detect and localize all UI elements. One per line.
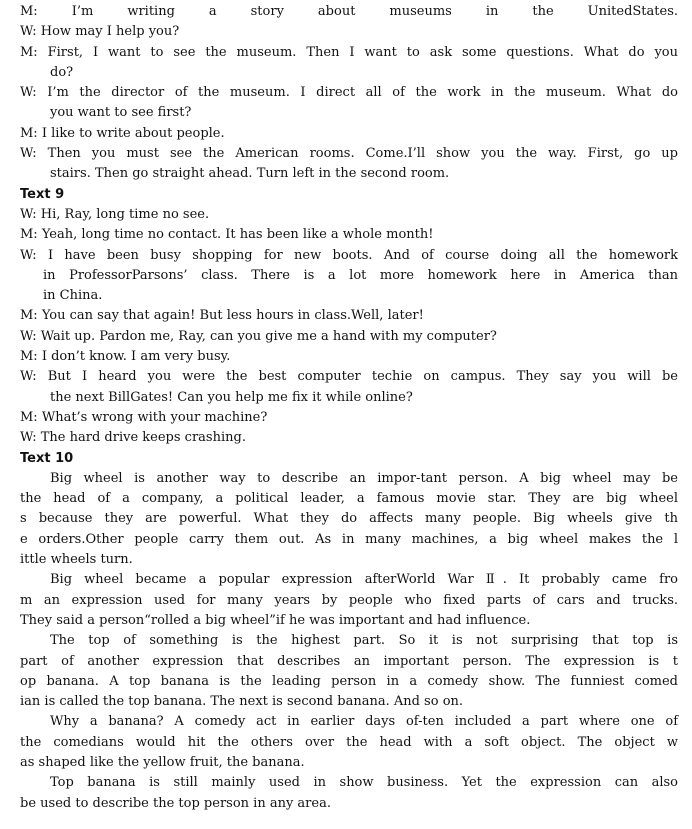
paragraph-line: ittle wheels turn. <box>20 552 133 568</box>
paragraph-line: The top of something is the highest part. So it is not surprising that top is <box>50 633 678 649</box>
dialogue-line: W: I’m the director of the museum. I direct all of the work in the museum. What do <box>20 85 678 101</box>
dialogue-line: W: Wait up. Pardon me, Ray, can you give me a hand with my computer? <box>20 328 497 344</box>
paragraph-line: the head of a company, a political leader, a famous movie star. They are big wheel <box>20 491 678 507</box>
text9-heading: Text 9 <box>20 186 65 202</box>
dialogue-line: M: Yeah, long time no contact. It has been like a whole month! <box>20 227 434 243</box>
dialogue-line: M: I don’t know. I am very busy. <box>20 349 231 365</box>
text9-dialogue <box>20 205 678 449</box>
text10-passage <box>20 469 678 814</box>
paragraph-line: Top banana is still mainly used in show business. Yet the expression can also <box>50 775 678 791</box>
paragraph-line: m an expression used for many years by people who fixed parts of cars and trucks. <box>20 592 678 608</box>
dialogue-line: M: You can say that again! But less hours in class.Well, later! <box>20 308 424 324</box>
dialogue-line: W: I have been busy shopping for new boots. And of course doing all the homework <box>20 247 678 263</box>
dialogue-line: M: What’s wrong with your machine? <box>20 409 268 425</box>
dialogue-line: M: First, I want to see the museum. Then I want to ask some questions. What do you <box>20 44 678 60</box>
paragraph-line: Big wheel is another way to describe an impor-tant person. A big wheel may be <box>50 470 678 486</box>
dialogue-continuation: do? <box>50 64 74 80</box>
paragraph-line: s because they are powerful. What they do affects many people. Big wheels give th <box>20 511 678 527</box>
dialogue-line: W: The hard drive keeps crashing. <box>20 430 246 446</box>
dialogue-continuation: in China. <box>43 288 103 304</box>
dialogue-continuation: the next BillGates! Can you help me fix it while online? <box>50 389 413 405</box>
paragraph-line: as shaped like the yellow fruit, the banana. <box>20 754 305 770</box>
dialogue-line: M: I’m writing a story about museums in the UnitedStates. <box>20 4 679 19</box>
dialogue-continuation: in ProfessorParsons’ class. There is a lot more homework here in America than <box>43 267 678 283</box>
paragraph-line: part of another expression that describes an important person. The expression is t <box>20 653 678 669</box>
paragraph-line: be used to describe the top person in any area. <box>20 795 331 811</box>
dialogue-line: W: Hi, Ray, long time no see. <box>20 206 210 222</box>
paragraph-line: op banana. A top banana is the leading person in a comedy show. The funniest comed <box>20 673 678 689</box>
text10-heading: Text 10 <box>20 450 74 466</box>
dialogue-line: M: I like to write about people. <box>20 125 225 141</box>
text8-dialogue <box>20 2 678 185</box>
paragraph-line: e orders.Other people carry them out. As in many machines, a big wheel makes the l <box>20 531 678 547</box>
dialogue-line: W: But I heard you were the best computer techie on campus. They say you will be <box>20 369 679 385</box>
dialogue-continuation: you want to see first? <box>50 105 192 121</box>
dialogue-continuation: stairs. Then go straight ahead. Turn left in the second room. <box>50 166 450 182</box>
paragraph-line: the comedians would hit the others over the head with a soft object. The object w <box>20 734 678 750</box>
paragraph-line: They said a person“rolled a big wheel”if he was important and had influence. <box>20 612 531 628</box>
dialogue-line: W: Then you must see the American rooms. Come.I’ll show you the way. First, go up <box>20 146 678 162</box>
paragraph-line: Big wheel became a popular expression afterWorld War Ⅱ. It probably came fro <box>50 572 678 588</box>
dialogue-line: W: How may I help you? <box>20 24 180 40</box>
paragraph-line: ian is called the top banana. The next is second banana. And so on. <box>20 694 464 710</box>
paragraph-line: Why a banana? A comedy act in earlier days of-ten included a part where one of <box>50 714 678 730</box>
